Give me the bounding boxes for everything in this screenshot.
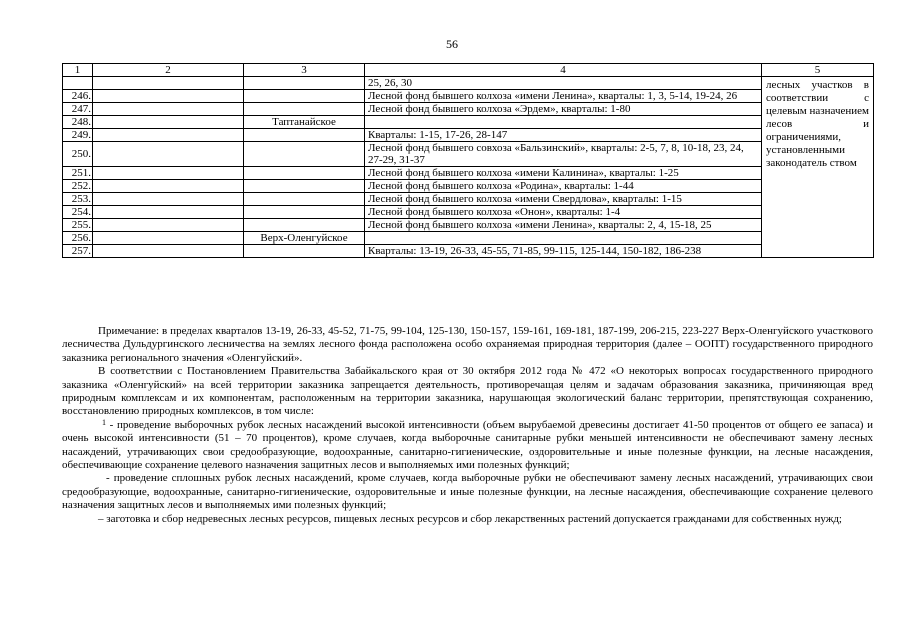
row-quarters: Лесной фонд бывшего колхоза «Родина», кварталы: 1-44 — [365, 180, 762, 193]
row-number: 256. — [63, 232, 93, 245]
decree-paragraph: В соответствии с Постановлением Правительства Забайкальского края от 30 октября 2012 года № 472 «О некоторых вопросах государственного природного заказника «Оленгуйский» на всей территории заказника запрещается деятельность, противоречащая целям и задачам образования заказника, причиняющая вред природным комплексам и их компонентам, расположенным на территории заказника, нарушающая экологический баланс территории, препятствующая сохранению, восстановлению природных комплексов, в том числе: — [62, 365, 873, 418]
row-number: 250. — [63, 142, 93, 167]
row-number: 254. — [63, 206, 93, 219]
row-region — [93, 142, 244, 167]
row-district — [244, 180, 365, 193]
row-number — [63, 77, 93, 90]
row-quarters: Кварталы: 13-19, 26-33, 45-55, 71-85, 99-115, 125-144, 150-182, 186-238 — [365, 245, 762, 258]
row-district — [244, 219, 365, 232]
restriction-text: - проведение выборочных рубок лесных насаждений высокой интенсивности (объем вырубаемой древесины достигает 41-50 процентов от общего ее запаса) и очень высокой интенсивности (51 – 70 процентов), кроме случаев, когда выборочные санитарные рубки меньшей интенсивности не обеспечивают замену лесных насаждений, утрачивающих свои средообразующие, водоохранные, санитарно-гигиенические, оздоровительные и иные полезные функции, на лесные насаждения, обеспечивающие сохранение целевого назначения защитных лесов и выполняемых ими полезных функций; — [62, 418, 873, 472]
row-number: 246. — [63, 90, 93, 103]
row-quarters: Лесной фонд бывшего колхоза «имени Калинина», кварталы: 1-25 — [365, 167, 762, 180]
row-district — [244, 129, 365, 142]
row-number: 247. — [63, 103, 93, 116]
table-row — [63, 116, 874, 129]
table-row — [63, 142, 874, 167]
row-number: 252. — [63, 180, 93, 193]
table-row — [63, 77, 874, 90]
table-row — [63, 180, 874, 193]
row-district — [244, 245, 365, 258]
header-cell: 5 — [762, 64, 874, 77]
footnote-mark: 1 — [102, 417, 106, 427]
row-region — [93, 103, 244, 116]
row-region — [93, 219, 244, 232]
row-region — [93, 206, 244, 219]
table-header-row — [63, 64, 874, 77]
table-row — [63, 232, 874, 245]
row-region — [93, 90, 244, 103]
row-quarters: Кварталы: 1-15, 17-26, 28-147 — [365, 129, 762, 142]
table-row — [63, 193, 874, 206]
row-region — [93, 167, 244, 180]
table-row — [63, 245, 874, 258]
row-quarters: Лесной фонд бывшего совхоза «Бальзинский», кварталы: 2-5, 7, 8, 10-18, 23, 24, 27-29, 31-37 — [365, 142, 762, 167]
notes-section — [62, 325, 873, 526]
row-quarters — [365, 232, 762, 245]
restriction-item: – заготовка и сбор недревесных лесных ресурсов, пищевых лесных ресурсов и сбор лекарственных растений допускается гражданами для собственных нужд; — [98, 512, 842, 525]
row-region — [93, 129, 244, 142]
row-district: Верх-Оленгуйское — [244, 232, 365, 245]
row-quarters: Лесной фонд бывшего колхоза «имени Ленина», кварталы: 1, 3, 5-14, 19-24, 26 — [365, 90, 762, 103]
table-row — [63, 206, 874, 219]
note-paragraph: Примечание: в пределах кварталов 13-19, 26-33, 45-52, 71-75, 99-104, 125-130, 150-157, 159-161, 169-181, 187-199, 206-215, 223-227 Верх-Оленгуйского участкового лесничества Дульдургинского лесничества на землях лесного фонда расположена особо охраняемая природная территория (далее – ООПТ) государственного природного заказника регионального значения «Оленгуйский». — [62, 325, 873, 364]
row-region — [93, 116, 244, 129]
row-number: 248. — [63, 116, 93, 129]
page-number: 56 — [446, 37, 458, 51]
restriction-item: - проведение сплошных рубок лесных насаждений, кроме случаев, когда выборочные рубки не обеспечивают замену лесных насаждений, утрачивающих свои средообразующие, водоохранные, санитарно-гигиенические, оздоровительные и иные полезные функции, на лесные насаждения, обеспечивающие сохранение целевого назначения защитных лесов и выполняемых ими полезных функций; — [62, 472, 873, 512]
header-cell: 2 — [93, 64, 244, 77]
row-region — [93, 232, 244, 245]
row-quarters: Лесной фонд бывшего колхоза «имени Свердлова», кварталы: 1-15 — [365, 193, 762, 206]
row-region — [93, 245, 244, 258]
row-quarters: Лесной фонд бывшего колхоза «Онон», кварталы: 1-4 — [365, 206, 762, 219]
row-number: 251. — [63, 167, 93, 180]
row-district — [244, 193, 365, 206]
forestry-table — [62, 63, 874, 258]
row-number: 257. — [63, 245, 93, 258]
header-cell: 3 — [244, 64, 365, 77]
table-row — [63, 167, 874, 180]
row-district — [244, 206, 365, 219]
table-row — [63, 103, 874, 116]
row-district — [244, 103, 365, 116]
row-district — [244, 77, 365, 90]
row-quarters: Лесной фонд бывшего колхоза «имени Ленина», кварталы: 2, 4, 15-18, 25 — [365, 219, 762, 232]
row-district: Таптанайское — [244, 116, 365, 129]
row-district — [244, 142, 365, 167]
row-region — [93, 193, 244, 206]
table-row — [63, 219, 874, 232]
row-number: 249. — [63, 129, 93, 142]
row-number: 255. — [63, 219, 93, 232]
table-row — [63, 129, 874, 142]
header-cell: 1 — [63, 64, 93, 77]
row-region — [93, 180, 244, 193]
row-quarters: 25, 26, 30 — [365, 77, 762, 90]
restriction-item — [62, 419, 873, 473]
row-quarters: Лесной фонд бывшего колхоза «Эрдем», кварталы: 1-80 — [365, 103, 762, 116]
row-quarters — [365, 116, 762, 129]
purpose-cell: лесных участков в соответствии с целевым назначением лесов и ограничениями, установленными законодатель ством — [762, 77, 874, 258]
row-district — [244, 167, 365, 180]
table-row — [63, 90, 874, 103]
row-region — [93, 77, 244, 90]
row-number: 253. — [63, 193, 93, 206]
row-district — [244, 90, 365, 103]
header-cell: 4 — [365, 64, 762, 77]
